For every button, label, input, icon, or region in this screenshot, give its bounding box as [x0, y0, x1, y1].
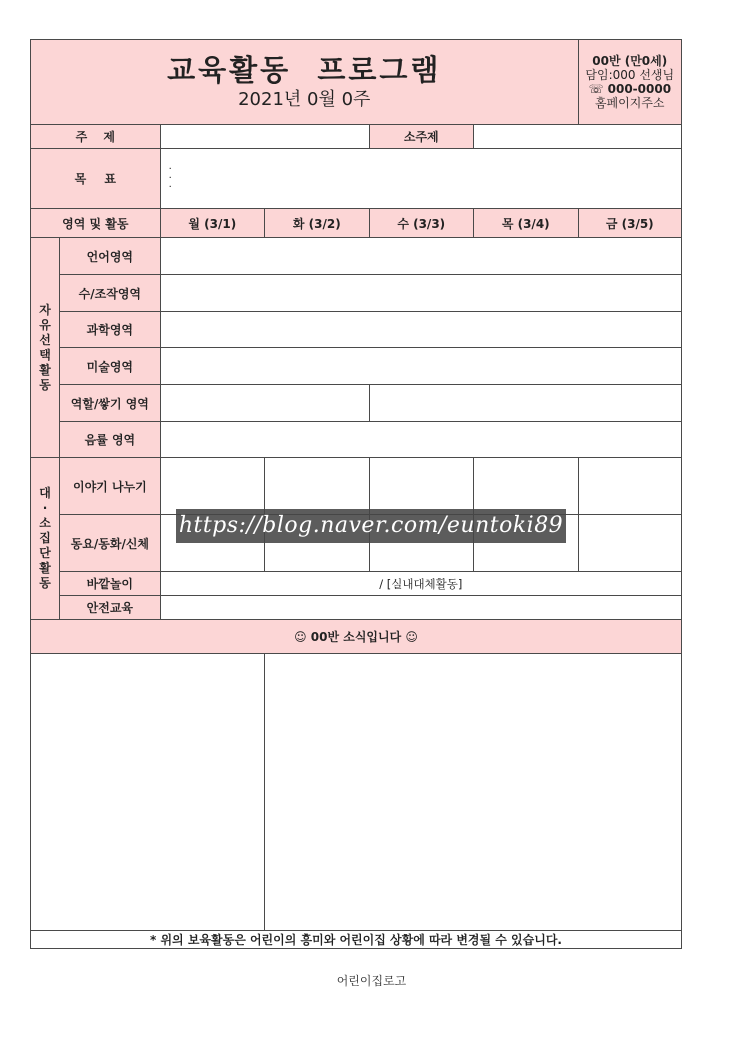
group-char: 대	[39, 486, 51, 500]
group-char: ·	[42, 501, 48, 515]
area-art: 미술영역	[60, 348, 160, 385]
phone-number: ☏ 000-0000	[588, 82, 672, 96]
activity-talk: 이야기 나누기	[60, 458, 160, 515]
free-choice-group-label	[31, 238, 60, 458]
activity-song-story: 동요/동화/신체	[60, 515, 160, 572]
week-subtitle: 2021년 0월 0주	[238, 89, 371, 110]
subtopic-label: 소주제	[369, 125, 473, 149]
topic-value[interactable]	[160, 125, 369, 149]
area-art-content[interactable]	[160, 348, 681, 385]
blog-watermark: https://blog.naver.com/euntoki89	[176, 509, 566, 543]
group-char: 집	[39, 531, 51, 545]
day-header-fri: 금 (3/5)	[578, 209, 681, 238]
teacher-name: 담임:000 선생님	[585, 68, 675, 82]
group-char: 유	[39, 317, 51, 332]
group-char: 선	[39, 332, 51, 347]
footer-note: * 위의 보육활동은 어린이의 흥미와 어린이집 상황에 따라 변경될 수 있습니다.	[31, 931, 682, 949]
group-char: 소	[39, 516, 51, 530]
area-music-content[interactable]	[160, 422, 681, 458]
area-block-content[interactable]	[369, 385, 681, 422]
subtopic-value[interactable]	[473, 125, 681, 149]
talk-mon[interactable]	[160, 458, 264, 515]
class-info-cell	[578, 40, 681, 125]
talk-wed[interactable]	[369, 458, 473, 515]
goal-label: 목 표	[31, 149, 161, 209]
group-char: 활	[39, 561, 51, 575]
area-science: 과학영역	[60, 312, 160, 348]
title-cell	[31, 40, 579, 125]
news-title: ☺ 00반 소식입니다 ☺	[31, 620, 682, 654]
day-header-tue: 화 (3/2)	[265, 209, 369, 238]
daycare-logo-text: 어린이집로고	[336, 974, 407, 988]
area-language-content[interactable]	[160, 238, 681, 275]
area-math-content[interactable]	[160, 275, 681, 312]
area-math: 수/조작영역	[60, 275, 160, 312]
outdoor-content[interactable]: / [실내대체활동]	[160, 572, 681, 596]
weekly-plan-sheet	[30, 39, 682, 949]
safety-content[interactable]	[160, 596, 681, 620]
talk-tue[interactable]	[265, 458, 369, 515]
homepage-address: 홈페이지주소	[594, 96, 665, 110]
group-activity-label	[31, 458, 60, 620]
goal-value[interactable]	[160, 149, 681, 209]
area-role-content[interactable]	[160, 385, 369, 422]
area-role-block: 역할/쌓기 영역	[60, 385, 160, 422]
activity-outdoor: 바깥놀이	[60, 572, 160, 596]
song-fri[interactable]	[578, 515, 681, 572]
goal-bullet: ·	[168, 182, 172, 193]
talk-thu[interactable]	[473, 458, 578, 515]
area-activity-label: 영역 및 활동	[31, 209, 161, 238]
page-title: 교육활동 프로그램	[167, 53, 442, 87]
day-header-mon: 월 (3/1)	[160, 209, 264, 238]
area-science-content[interactable]	[160, 312, 681, 348]
class-name: 00반 (만0세)	[592, 54, 668, 68]
news-left-box[interactable]	[31, 654, 265, 931]
goal-bullet: ·	[168, 164, 172, 175]
weekly-plan-table	[30, 39, 682, 949]
talk-fri[interactable]	[578, 458, 681, 515]
news-right-box[interactable]	[265, 654, 682, 931]
group-char: 동	[39, 377, 51, 392]
group-char: 단	[39, 546, 51, 560]
goal-bullet: ·	[168, 173, 172, 184]
area-music: 음률 영역	[60, 422, 160, 458]
day-header-thu: 목 (3/4)	[473, 209, 578, 238]
area-language: 언어영역	[60, 238, 160, 275]
activity-safety: 안전교육	[60, 596, 160, 620]
group-char: 자	[39, 302, 51, 317]
group-char: 활	[39, 362, 51, 377]
topic-label: 주 제	[31, 125, 161, 149]
day-header-wed: 수 (3/3)	[369, 209, 473, 238]
group-char: 동	[39, 576, 51, 590]
group-char: 택	[39, 347, 51, 362]
